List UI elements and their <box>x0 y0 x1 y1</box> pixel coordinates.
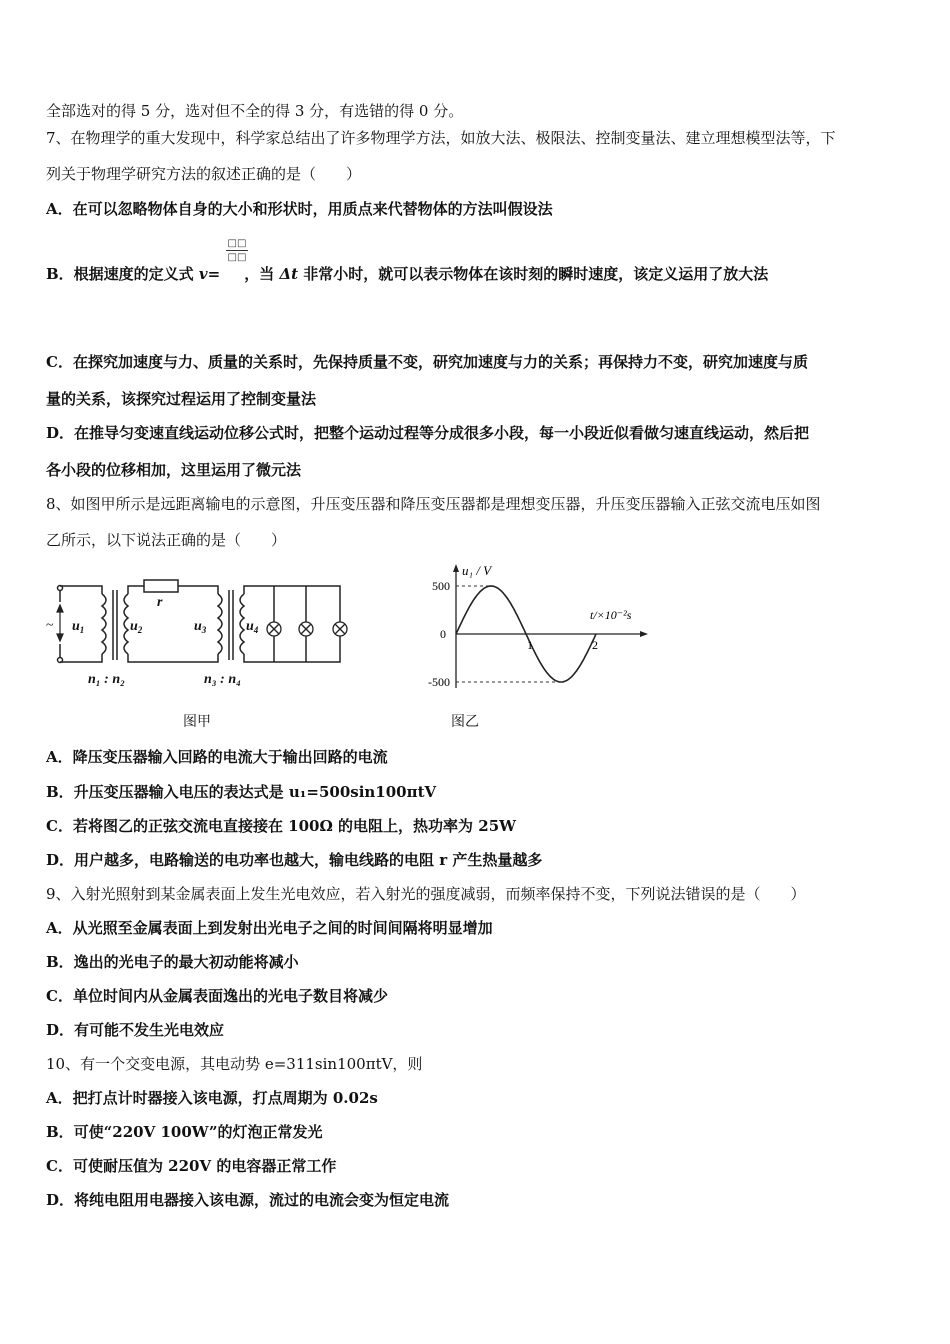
figure-a-caption: 图甲 <box>183 714 211 730</box>
q8-option-b: B．升压变压器输入电压的表达式是 u₁=500sin100πtV <box>46 783 437 801</box>
y-axis-label: u₁ / V <box>462 563 492 578</box>
q8-stem-line2: 乙所示，以下说法正确的是（ ） <box>46 531 287 549</box>
velocity-symbol: v= <box>198 265 221 283</box>
figure-a-circuit <box>44 572 364 690</box>
u3-subscript: 3 <box>201 625 207 635</box>
fraction-bar <box>226 250 248 251</box>
velocity-fraction <box>226 238 248 263</box>
u3-label: u <box>194 619 202 634</box>
fraction-numerator: □□ <box>227 238 247 249</box>
x-tick-1: 1 <box>527 638 533 652</box>
u2-subscript: 2 <box>137 625 143 635</box>
y-tick-0: 0 <box>440 627 446 641</box>
q10-option-b: B．可使“220V 100W”的灯泡正常发光 <box>46 1123 323 1141</box>
q7-option-b-middle: ，当 <box>244 265 280 283</box>
x-tick-2: 2 <box>592 638 598 652</box>
q7-option-c-line2: 量的关系，该探究过程运用了控制变量法 <box>46 390 317 408</box>
svg-text:u3 <box>194 619 207 635</box>
q9-option-d: D．有可能不发生光电效应 <box>46 1021 225 1039</box>
u4-label: u <box>246 619 254 634</box>
q7-option-b-prefix: B．根据速度的定义式 <box>46 265 199 283</box>
svg-text:u4 <box>246 619 259 635</box>
figure-b-caption: 图乙 <box>451 714 479 730</box>
q9-option-c: C．单位时间内从金属表面逸出的光电子数目将减少 <box>46 987 388 1005</box>
q7-option-d-line1: D．在推导匀变速直线运动位移公式时，把整个运动过程等分成很多小段，每一小段近似看做匀速直线运动，然后把 <box>46 424 810 442</box>
q8-stem-line1: 8、如图甲所示是远距离输电的示意图，升压变压器和降压变压器都是理想变压器，升压变压器输入正弦交流电压如图 <box>46 495 821 513</box>
y-axis-arrow-icon <box>453 564 459 572</box>
q8-option-d: D．用户越多，电路输送的电功率也越大，输电线路的电阻 r 产生热量越多 <box>46 851 543 869</box>
q7-option-b-suffix: 非常小时，就可以表示物体在该时刻的瞬时速度，该定义运用了放大法 <box>298 265 769 283</box>
scoring-note: 全部选对的得 5 分，选对但不全的得 3 分，有选错的得 0 分。 <box>46 102 464 120</box>
q10-option-a: A．把打点计时器接入该电源，打点周期为 0.02s <box>46 1089 378 1107</box>
svg-text:u2 <box>130 619 143 635</box>
q7-option-a: A．在可以忽略物体自身的大小和形状时，用质点来代替物体的方法叫假设法 <box>46 200 553 218</box>
q7-option-d-line2: 各小段的位移相加，这里运用了微元法 <box>46 461 302 479</box>
q9-stem: 9、入射光照射到某金属表面上发生光电效应，若入射光的强度减弱，而频率保持不变，下列说法错误的是（ ） <box>46 885 806 903</box>
q7-option-b <box>46 264 768 284</box>
q7-option-c-line1: C．在探究加速度与力、质量的关系时，先保持质量不变，研究加速度与力的关系；再保持力不变，研究加速度与质 <box>46 353 808 371</box>
svg-text:u1 <box>72 619 84 635</box>
y-tick-500: 500 <box>432 579 450 593</box>
fraction-denominator: □□ <box>227 252 247 263</box>
q7-stem-line2: 列关于物理学研究方法的叙述正确的是（ ） <box>46 165 362 183</box>
x-axis-arrow-icon <box>640 631 648 637</box>
ac-source-icon: ~ <box>46 618 54 633</box>
x-axis-label: t/×10⁻²s <box>590 608 632 622</box>
q8-option-a: A．降压变压器输入回路的电流大于输出回路的电流 <box>46 748 388 766</box>
q8-option-c: C．若将图乙的正弦交流电直接接在 100Ω 的电阻上，热功率为 25W <box>46 817 516 835</box>
u1-subscript: 1 <box>79 625 85 635</box>
q10-option-c: C．可使耐压值为 220V 的电容器正常工作 <box>46 1157 337 1175</box>
u4-subscript: 4 <box>253 625 259 635</box>
delta-t-symbol: Δt <box>279 265 299 283</box>
u2-label: u <box>130 619 138 634</box>
u1-label: u <box>72 619 80 634</box>
q7-stem-line1: 7、在物理学的重大发现中，科学家总结出了许多物理学方法，如放大法、极限法、控制变量法、建立理想模型法等，下 <box>46 129 836 147</box>
q9-option-a: A．从光照至金属表面上到发射出光电子之间的时间间隔将明显增加 <box>46 919 493 937</box>
y-tick-neg500: -500 <box>428 675 450 689</box>
figure-b-chart <box>412 558 657 698</box>
q10-stem: 10、有一个交变电源，其电动势 e=311sin100πtV，则 <box>46 1055 423 1073</box>
q9-option-b: B．逸出的光电子的最大初动能将减小 <box>46 953 299 971</box>
resistor-label: r <box>157 595 163 610</box>
n3-n4-ratio: n₃ : n₄ <box>204 672 241 687</box>
q10-option-d: D．将纯电阻用电器接入该电源，流过的电流会变为恒定电流 <box>46 1191 450 1209</box>
n1-n2-ratio: n₁ : n₂ <box>88 672 125 687</box>
